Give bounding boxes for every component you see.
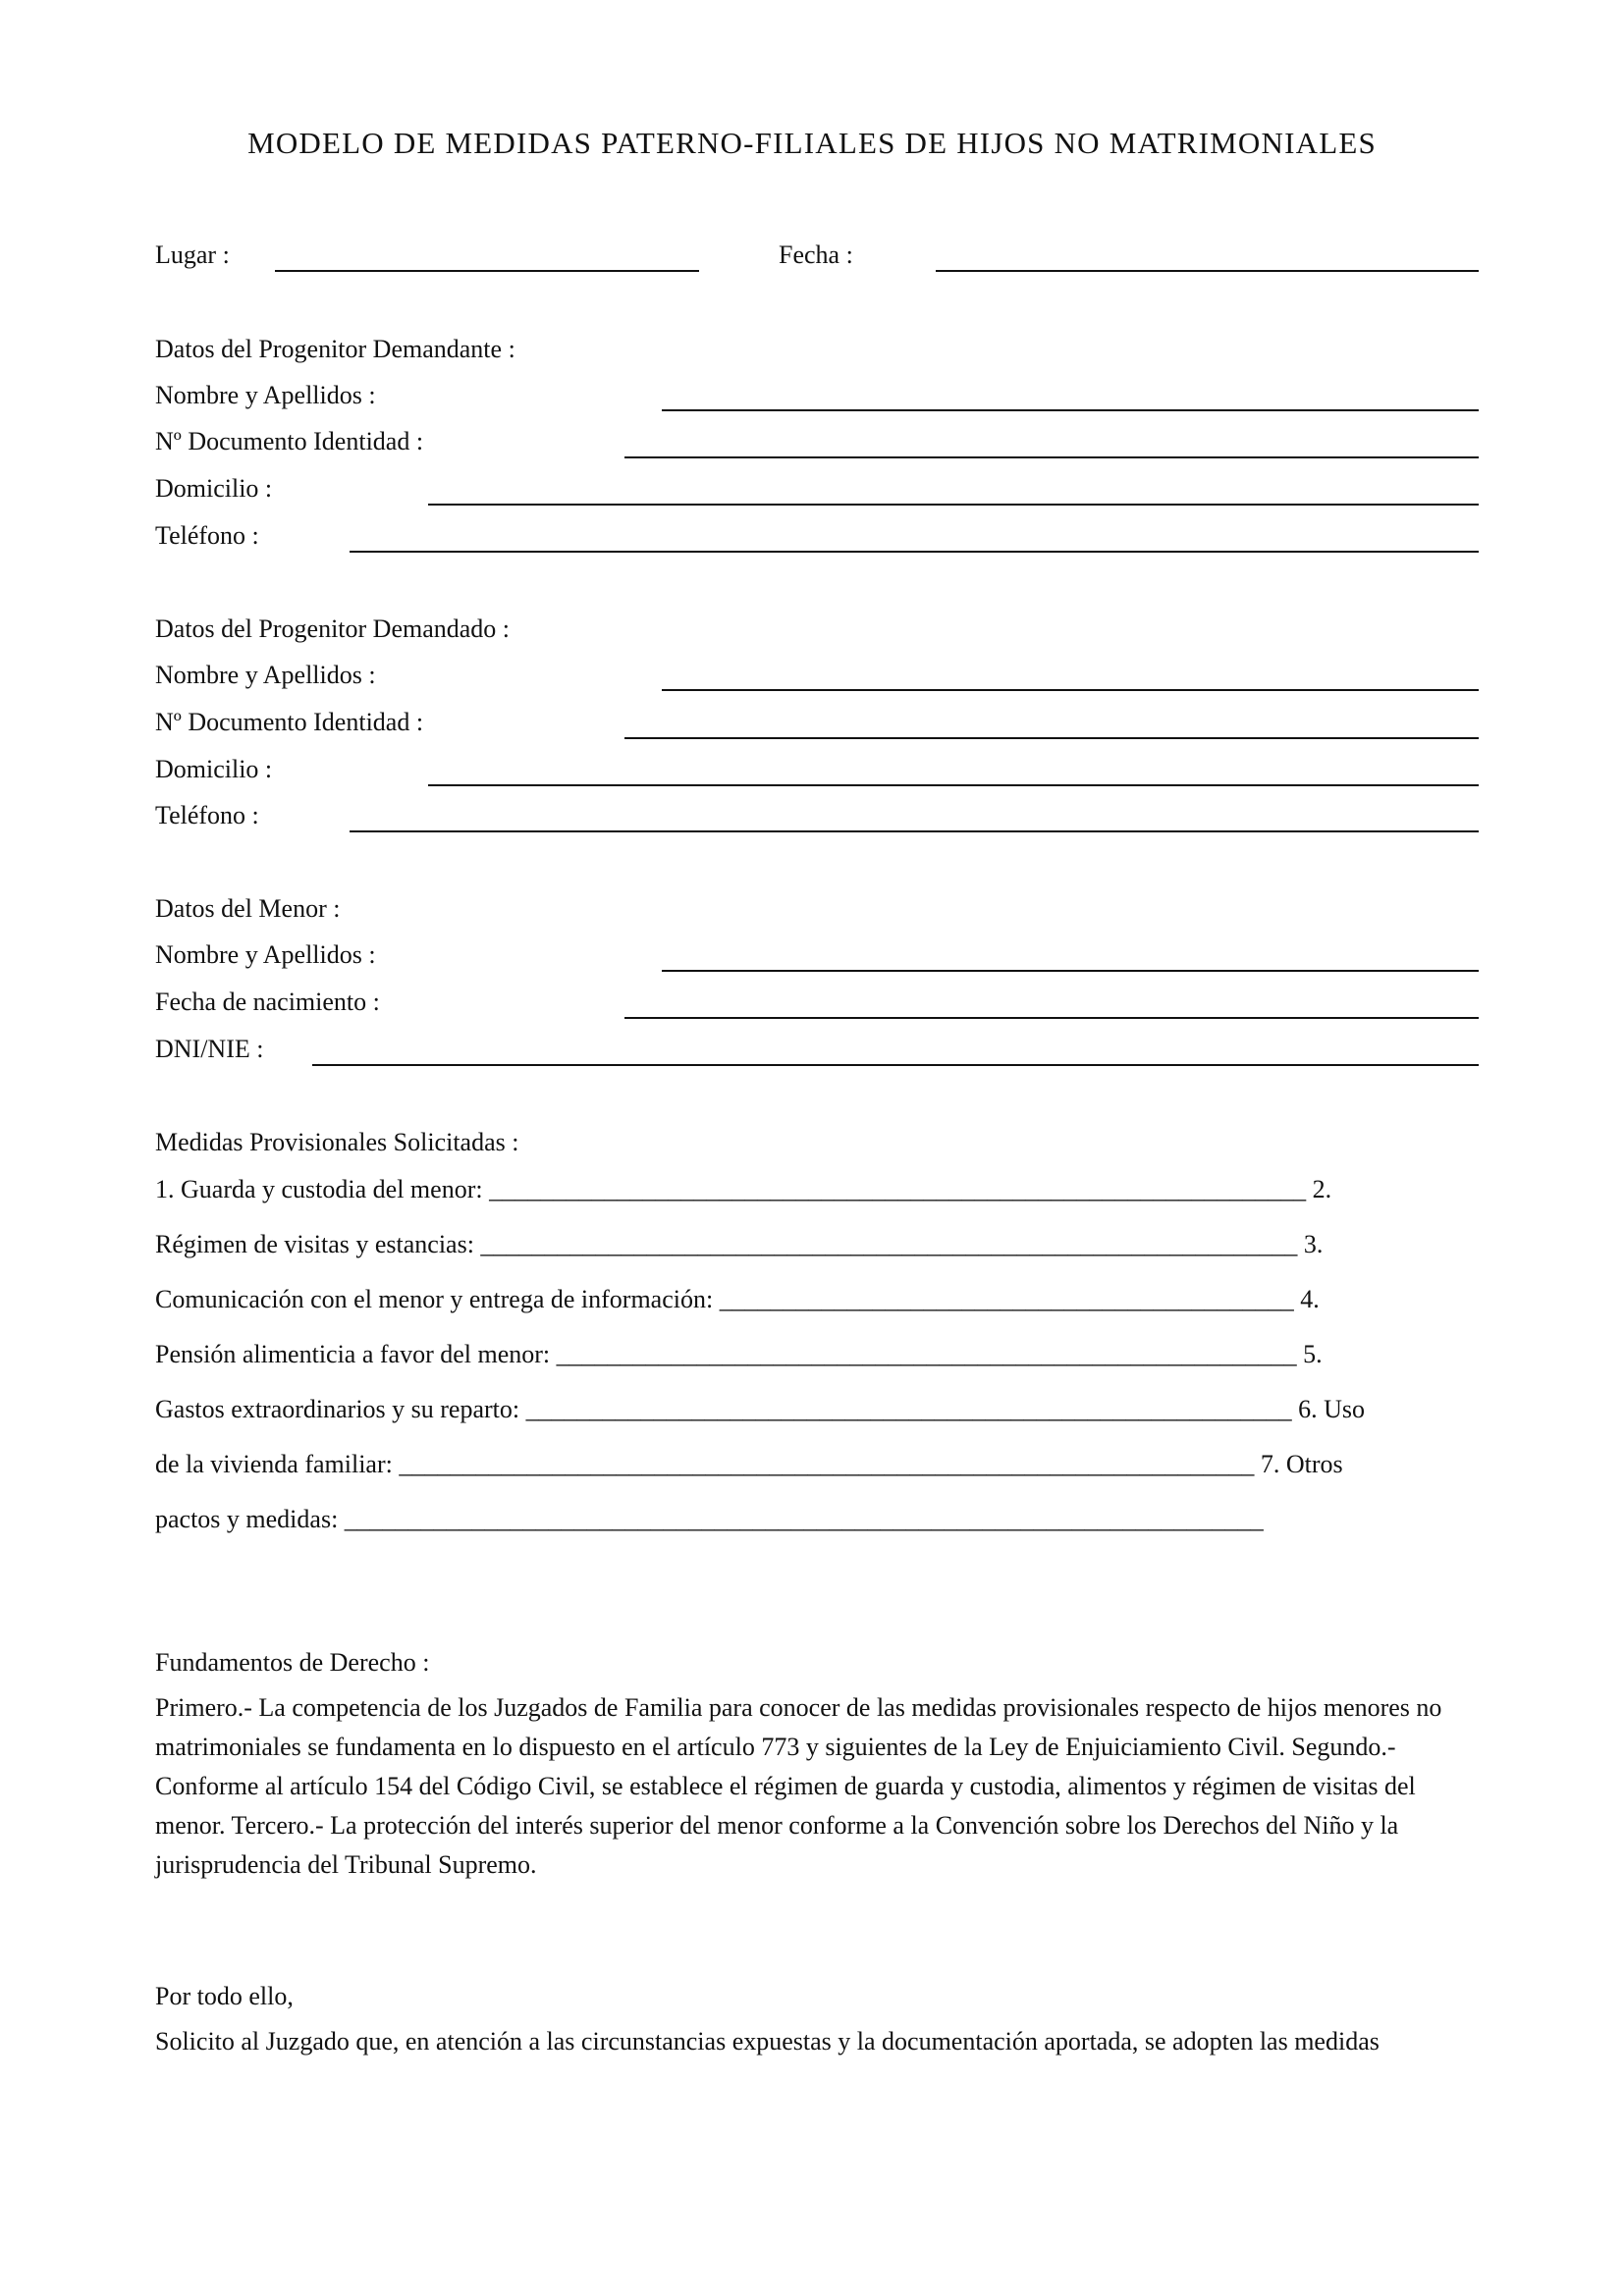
medida-line[interactable]: 1. Guarda y custodia del menor: ________________________________________________________________ 2. <box>155 1175 1332 1203</box>
medida-line[interactable]: Régimen de visitas y estancias: ________________________________________________________________ 3. <box>155 1230 1324 1258</box>
menor-nacimiento-field[interactable] <box>624 1017 1479 1019</box>
demandante-nombre-label: Nombre y Apellidos : <box>155 381 376 409</box>
demandado-domicilio-label: Domicilio : <box>155 755 273 783</box>
demandado-documento-label: Nº Documento Identidad : <box>155 708 424 736</box>
menor-nacimiento-label: Fecha de nacimiento : <box>155 988 380 1016</box>
fundamentos-heading: Fundamentos de Derecho : <box>155 1648 430 1677</box>
demandado-heading: Datos del Progenitor Demandado : <box>155 614 511 643</box>
demandante-heading: Datos del Progenitor Demandante : <box>155 335 515 363</box>
menor-nombre-label: Nombre y Apellidos : <box>155 940 376 969</box>
lugar-label: Lugar : <box>155 240 230 269</box>
document-title: MODELO DE MEDIDAS PATERNO-FILIALES DE HIJOS NO MATRIMONIALES <box>247 126 1377 160</box>
medida-line[interactable]: Pensión alimenticia a favor del menor: __________________________________________________________ 5. <box>155 1340 1323 1368</box>
demandante-domicilio-field[interactable] <box>428 504 1479 506</box>
menor-dni-label: DNI/NIE : <box>155 1035 264 1063</box>
demandante-documento-label: Nº Documento Identidad : <box>155 427 424 455</box>
fecha-field[interactable] <box>936 270 1479 272</box>
cierre-text: Solicito al Juzgado que, en atención a las circunstancias expuestas y la documentación aportada, se adopten las medidas <box>155 2027 1380 2056</box>
demandante-telefono-label: Teléfono : <box>155 521 259 550</box>
demandado-telefono-field[interactable] <box>350 830 1479 832</box>
medida-line[interactable]: de la vivienda familiar: ___________________________________________________________________ 7. Otros <box>155 1450 1343 1478</box>
cierre-intro: Por todo ello, <box>155 1982 294 2010</box>
demandante-documento-field[interactable] <box>624 456 1479 458</box>
lugar-field[interactable] <box>275 270 699 272</box>
demandado-telefono-label: Teléfono : <box>155 801 259 829</box>
demandante-domicilio-label: Domicilio : <box>155 474 273 503</box>
menor-dni-field[interactable] <box>312 1064 1479 1066</box>
demandado-nombre-label: Nombre y Apellidos : <box>155 661 376 689</box>
demandante-telefono-field[interactable] <box>350 551 1479 553</box>
fundamentos-text: Primero.- La competencia de los Juzgados de Familia para conocer de las medidas provisionales respecto de hijos menores no matrimoniales se fundamenta en lo dispuesto en el artículo 773 y siguientes de la Ley de Enjuiciamiento Civil. Segundo.- Conforme al artículo 154 del Código Civil, se establece el régimen de guarda y custodia, alimentos y régimen de visitas del menor. Tercero.- La protección del interés superior del menor conforme a la Convención sobre los Derechos del Niño y la jurisprudencia del Tribunal Supremo. <box>155 1693 1442 1879</box>
demandado-documento-field[interactable] <box>624 737 1479 739</box>
menor-heading: Datos del Menor : <box>155 894 341 923</box>
demandante-nombre-field[interactable] <box>662 409 1479 411</box>
demandado-nombre-field[interactable] <box>662 689 1479 691</box>
medida-line[interactable]: pactos y medidas: ________________________________________________________________________ <box>155 1505 1264 1533</box>
medida-line[interactable]: Comunicación con el menor y entrega de información: _____________________________________________ 4. <box>155 1285 1320 1313</box>
menor-nombre-field[interactable] <box>662 970 1479 972</box>
medida-line[interactable]: Gastos extraordinarios y su reparto: ____________________________________________________________ 6. Uso <box>155 1395 1366 1423</box>
demandado-domicilio-field[interactable] <box>428 784 1479 786</box>
fecha-label: Fecha : <box>779 240 853 269</box>
medidas-heading: Medidas Provisionales Solicitadas : <box>155 1128 519 1156</box>
